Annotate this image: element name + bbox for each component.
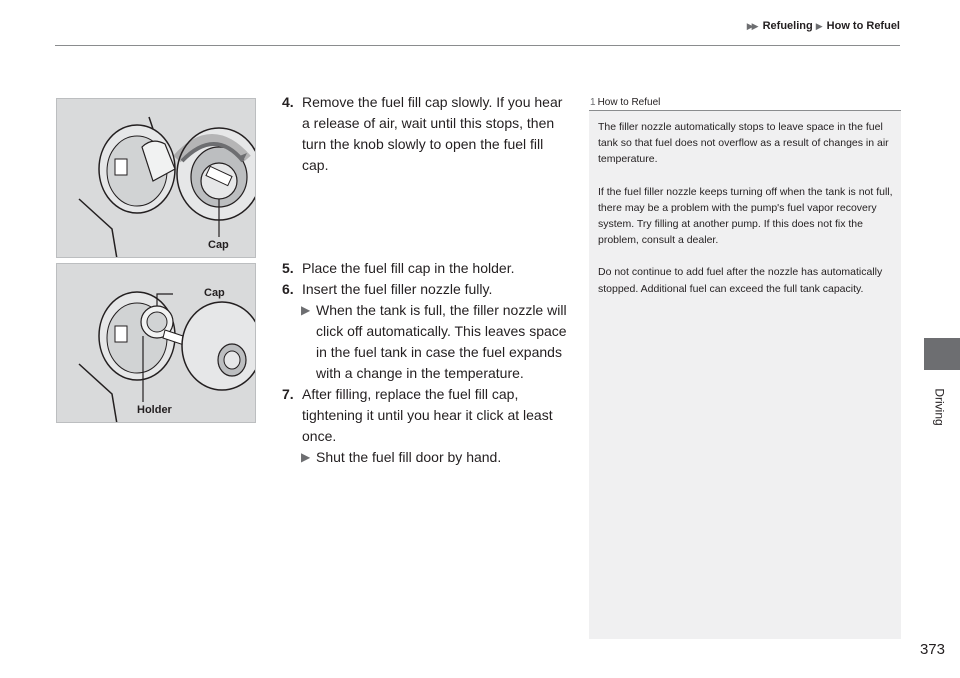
step-number: 4.	[282, 94, 294, 110]
section-tab-label: Driving	[933, 388, 947, 426]
breadcrumb-arrow-icon: ▶	[815, 20, 821, 31]
cap-label: Cap	[208, 239, 229, 251]
page-number: 373	[919, 641, 945, 658]
note-paragraph: If the fuel filler nozzle keeps turning off when the tank is not full, there may be a problem with the pump's fuel vapor recovery system. Try filling at another pump. If this does not fix the problem, consult a dealer.	[598, 185, 893, 247]
step-subnote-text: When the tank is full, the filler nozzle will click off automatically. This leaves space in the fuel tank in case the fuel expands with a change in the temperature.	[316, 302, 567, 381]
note-panel	[589, 94, 901, 639]
step-number: 7.	[282, 386, 294, 402]
fuel-cap-removal-illustration	[56, 98, 256, 258]
step-item	[282, 92, 572, 176]
note-title: How to Refuel	[597, 97, 661, 108]
step-text: After filling, replace the fuel fill cap, tightening it until you hear it click at least once.	[302, 386, 553, 444]
breadcrumb-item[interactable]: How to Refuel	[826, 20, 900, 32]
note-paragraph: The filler nozzle automatically stops to leave space in the fuel tank so that fuel does not overflow as a result of changes in air temperature.	[598, 121, 889, 166]
note-body	[589, 111, 901, 297]
step-subnote	[282, 447, 572, 468]
step-number: 5.	[282, 260, 294, 276]
breadcrumb-arrow-icon: ▶▶	[746, 20, 757, 31]
step-subnote	[282, 300, 572, 384]
breadcrumb	[747, 20, 900, 32]
step-item	[282, 279, 572, 300]
refuel-steps	[282, 92, 572, 468]
note-reference-number: 1	[590, 97, 596, 108]
step-text: Remove the fuel fill cap slowly. If you hear a release of air, wait until this stops, then turn the knob slowly to open the fuel fill cap.	[302, 94, 563, 173]
section-tab[interactable]	[924, 338, 960, 370]
step-subnote-text: Shut the fuel fill door by hand.	[316, 449, 502, 465]
step-text: Insert the fuel filler nozzle fully.	[302, 281, 493, 297]
note-header	[589, 94, 901, 111]
breadcrumb-item[interactable]: Refueling	[762, 20, 813, 32]
step-text: Place the fuel fill cap in the holder.	[302, 260, 515, 276]
fuel-cap-holder-illustration	[56, 263, 256, 423]
step-item	[282, 258, 572, 279]
arrow-icon: ▶	[301, 303, 311, 317]
cap-label: Cap	[204, 287, 225, 299]
header-divider	[55, 45, 900, 46]
arrow-icon: ▶	[301, 450, 311, 464]
holder-label: Holder	[137, 404, 172, 416]
step-number: 6.	[282, 281, 294, 297]
step-item	[282, 384, 572, 447]
note-paragraph: Do not continue to add fuel after the nozzle has automatically stopped. Additional fuel can exceed the full tank capacity.	[598, 266, 883, 295]
